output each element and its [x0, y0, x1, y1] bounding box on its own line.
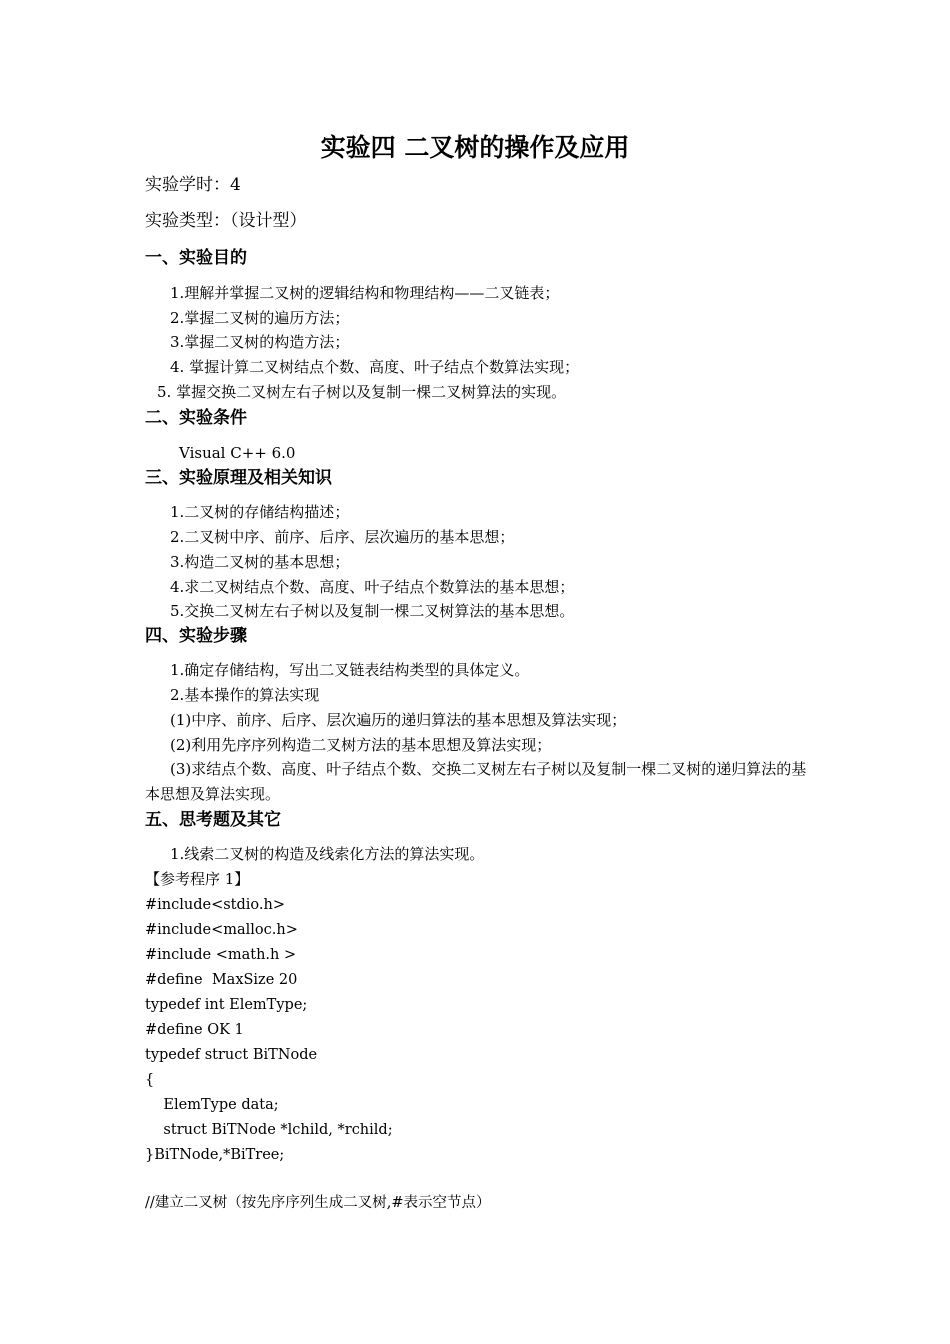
- code-line: }BiTNode,*BiTree;: [145, 1147, 285, 1163]
- lab-hours: 实验学时：4: [145, 175, 241, 195]
- list-item: 2.二叉树中序、前序、后序、层次遍历的基本思想；: [170, 528, 515, 546]
- code-line: #include<stdio.h>: [145, 897, 285, 913]
- code-line: typedef int ElemType;: [145, 997, 308, 1013]
- section-heading-objectives: 一、实验目的: [145, 248, 247, 268]
- list-item: 2.掌握二叉树的遍历方法；: [170, 309, 350, 327]
- code-line: {: [145, 1072, 155, 1088]
- code-line: typedef struct BiTNode: [145, 1047, 318, 1063]
- list-item: 1.确定存储结构，写出二叉链表结构类型的具体定义。: [170, 661, 530, 679]
- list-item: Visual C++ 6.0: [179, 444, 296, 462]
- list-item: 1.二叉树的存储结构描述；: [170, 503, 350, 521]
- code-line: #include<malloc.h>: [145, 922, 298, 938]
- code-line: #define OK 1: [145, 1022, 244, 1038]
- list-item: 1.线索二叉树的构造及线索化方法的算法实现。: [170, 845, 485, 863]
- list-item: 4. 掌握计算二叉树结点个数、高度、叶子结点个数算法实现；: [170, 358, 580, 376]
- list-item: (3)求结点个数、高度、叶子结点个数、交换二叉树左右子树以及复制一棵二叉树的递归算法的基本思想及算法实现。: [145, 760, 807, 803]
- list-item: 2.基本操作的算法实现: [170, 686, 320, 704]
- list-item: 3.掌握二叉树的构造方法；: [170, 333, 350, 351]
- list-item: (2)利用先序序列构造二叉树方法的基本思想及算法实现；: [170, 736, 552, 754]
- page-title: 实验四 二叉树的操作及应用: [320, 133, 630, 162]
- list-item: (1)中序、前序、后序、层次遍历的递归算法的基本思想及算法实现；: [170, 711, 627, 729]
- reference-label: 【参考程序 1】: [145, 870, 250, 888]
- section-heading-steps: 四、实验步骤: [145, 626, 247, 646]
- section-heading-conditions: 二、实验条件: [145, 408, 247, 428]
- list-item: 4.求二叉树结点个数、高度、叶子结点个数算法的基本思想；: [170, 578, 575, 596]
- section-heading-principles: 三、实验原理及相关知识: [145, 468, 332, 488]
- code-comment: //建立二叉树（按先序序列生成二叉树,#表示空节点）: [145, 1195, 491, 1211]
- section-heading-thinking: 五、思考题及其它: [145, 810, 281, 830]
- list-item: 5. 掌握交换二叉树左右子树以及复制一棵二叉树算法的实现。: [157, 383, 567, 401]
- list-item: 3.构造二叉树的基本思想；: [170, 553, 350, 571]
- list-item: 1.理解并掌握二叉树的逻辑结构和物理结构——二叉链表；: [170, 284, 560, 302]
- code-line: #include <math.h >: [145, 947, 297, 963]
- code-line: ElemType data;: [145, 1097, 279, 1113]
- list-item: 5.交换二叉树左右子树以及复制一棵二叉树算法的基本思想。: [170, 602, 575, 620]
- lab-type: 实验类型：（设计型）: [145, 211, 307, 231]
- code-line: struct BiTNode *lchild, *rchild;: [145, 1122, 393, 1138]
- code-line: #define MaxSize 20: [145, 972, 298, 988]
